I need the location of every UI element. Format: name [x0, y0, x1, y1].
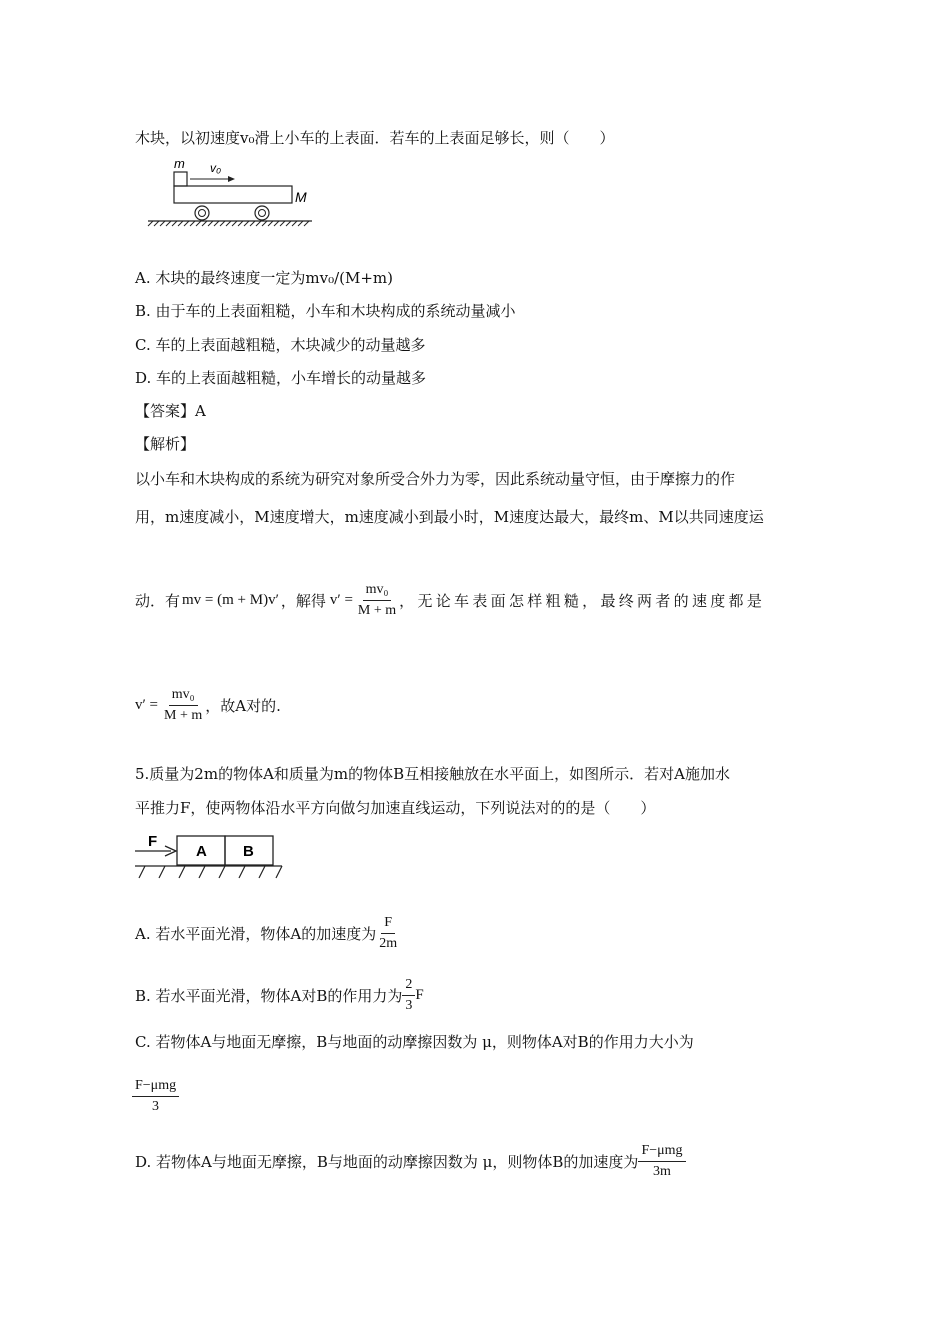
q4-analysis-line-4: [135, 682, 281, 728]
label-v0: v₀: [210, 161, 222, 175]
q4-l4-fraction: $\frac{\text{mv₀}}{M + m}$: [164, 686, 203, 723]
q4-option-b: B. 由于车的上表面粗糙，小车和木块构成的系统动量减小: [135, 302, 516, 320]
q4-answer: 【答案】A: [135, 402, 206, 420]
ground-hatch-2: [139, 866, 282, 878]
q4-analysis-line-2: 用，m速度减小，M速度增大，m速度减小到最小时，M速度达最大，最终m、M以共同速度运: [135, 508, 764, 526]
q5-option-b: B. 若水平面光滑，物体A对B的作用力为 $\frac{2}{3}$ F: [135, 976, 424, 1013]
q5-stem-line-2: 平推力F，使两物体沿水平方向做匀加速直线运动，下列说法对的的是（ ）: [135, 799, 656, 817]
cart-block-figure: [140, 152, 320, 232]
q4-l3-fraction: $\frac{\text{mv₀}}{M + m}$: [357, 581, 397, 618]
q4-stem-tail: 木块，以初速度v₀滑上小车的上表面．若车的上表面足够长，则（ ）: [135, 129, 615, 147]
q4-l3-mid: ，解得: [280, 591, 326, 610]
q5-d-fraction: $\frac{\text{F−μmg}}{3m}$: [638, 1143, 685, 1180]
q4-l3-pre: 动．有: [135, 591, 181, 610]
label-B: B: [243, 843, 254, 860]
q5-c-fraction: $\frac{\text{F−μmg}}{3}$: [132, 1078, 179, 1115]
q5-b-fraction: $\frac{2}{3}$: [402, 977, 415, 1014]
q5-stem-line-1: 5.质量为2m的物体A和质量为m的物体B互相接触放在水平面上，如图所示．若对A施加水: [135, 765, 730, 783]
q5-option-a: A. 若水平面光滑，物体A的加速度为 $\frac{F}{2m}$: [135, 910, 400, 956]
q4-option-a: A. 木块的最终速度一定为mv₀/(M+m): [135, 269, 393, 287]
q4-l4-post: ，故A对的.: [205, 696, 281, 715]
velocity-arrowhead: [228, 176, 235, 182]
label-A: A: [196, 843, 207, 860]
q4-l3-eq: mv = (m + M)v′: [182, 591, 279, 608]
q5-option-d: D. 若物体A与地面无摩擦，B与地面的动摩擦因数为 μ，则物体B的加速度为 $\frac{\text{F−μmg}}{3m}$: [135, 1138, 686, 1184]
q5-c-fraction-block: [132, 1078, 179, 1115]
label-M: M: [295, 189, 307, 205]
q4-analysis-line-1: 以小车和木块构成的系统为研究对象所受合外力为零，因此系统动量守恒，由于摩擦力的作: [135, 470, 736, 488]
label-F: F: [148, 833, 158, 850]
ground-hatch: [148, 221, 309, 226]
label-m: m: [174, 156, 185, 171]
q4-l3-lhs: v′ =: [329, 591, 353, 608]
q4-l3-post: ，无论车表面怎样粗糙，最终两者的速度都是: [399, 591, 766, 610]
q4-analysis-line-3: [135, 570, 815, 630]
q4-analysis-label: 【解析】: [135, 435, 196, 453]
q4-option-c: C. 车的上表面越粗糙，木块减少的动量越多: [135, 336, 426, 354]
q5-option-c: C. 若物体A与地面无摩擦，B与地面的动摩擦因数为 μ，则物体A对B的作用力大小为: [135, 1033, 694, 1051]
wheel-right: [255, 206, 269, 220]
blocks-ab-figure: [130, 828, 290, 888]
block-m-shape: [174, 172, 187, 186]
q5-a-fraction: $\frac{F}{2m}$: [379, 914, 398, 951]
q4-option-d: D. 车的上表面越粗糙，小车增长的动量越多: [135, 369, 427, 387]
q4-l4-lhs: v′ =: [135, 696, 158, 713]
wheel-left: [195, 206, 209, 220]
cart-body-shape: [174, 186, 292, 203]
